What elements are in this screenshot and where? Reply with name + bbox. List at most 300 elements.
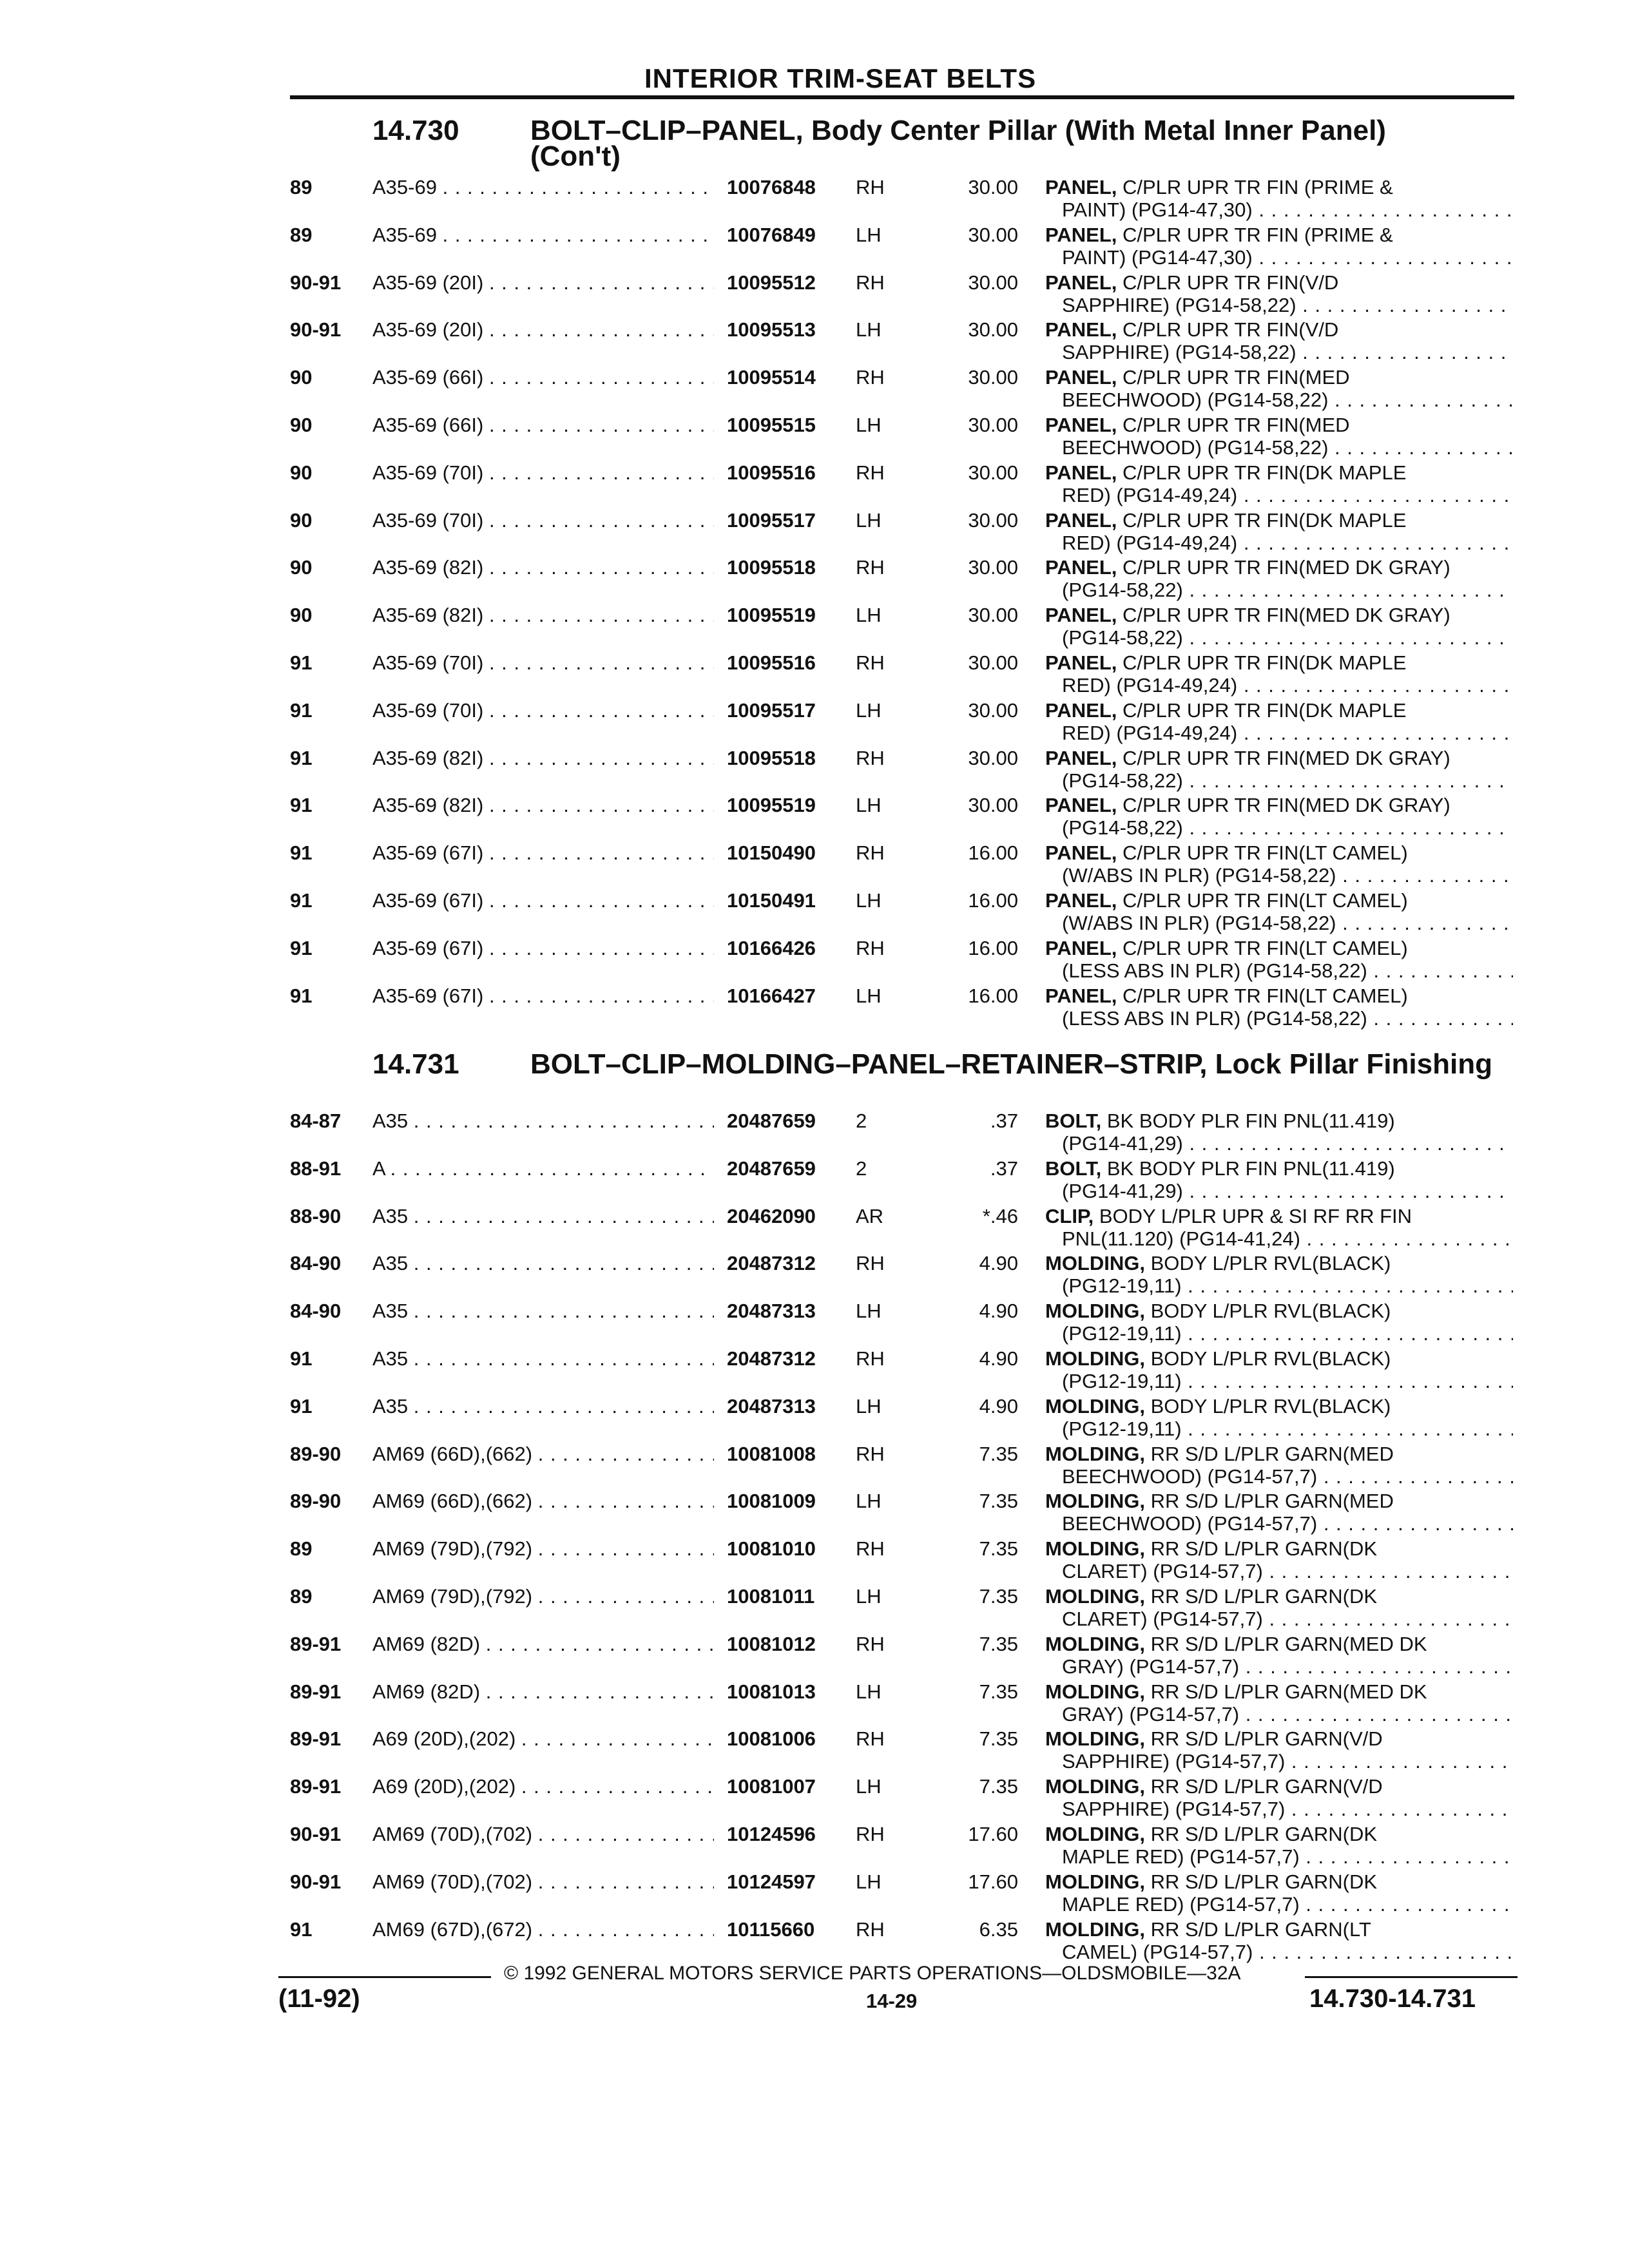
description-continued: CAMEL) (PG14-57,7) . . . [1062,1941,1513,1964]
description-continued: SAPPHIRE) (PG14-57,7) . . . [1062,1750,1513,1773]
price: 30.00 [968,698,1018,722]
table-row [0,889,1629,937]
model-year: 84-90 [290,1300,342,1323]
part-number: 10081007 [727,1775,816,1798]
model-year: 89-91 [290,1775,342,1798]
quantity: RH [856,841,885,865]
description-continued: PAINT) (PG14-47,30) . . . [1062,198,1513,222]
model-code: A35-69 (82I) . . . [372,556,714,579]
table-row [0,699,1629,747]
description: PANEL, C/PLR UPR TR FIN(MED [1045,366,1350,389]
quantity: LH [856,1775,882,1798]
quantity: RH [856,271,885,294]
part-number: 10095513 [727,318,816,341]
model-year: 91 [290,936,313,959]
table-row [0,461,1629,509]
description-continued: BEECHWOOD) (PG14-57,7) . . . [1062,1512,1513,1535]
quantity: LH [856,223,882,246]
description-continued: MAPLE RED) (PG14-57,7) . . . [1062,1845,1513,1869]
price: 7.35 [979,1490,1018,1513]
model-year: 90 [290,414,313,436]
table-row [0,1252,1629,1300]
model-code: AM69 (82D) . . . [372,1633,714,1656]
model-year: 91 [290,1347,313,1370]
description-continued: (PG14-41,29) . . . [1062,1180,1513,1203]
price: 7.35 [979,1680,1018,1703]
description: PANEL, C/PLR UPR TR FIN(V/D [1045,318,1339,341]
part-number: 10081008 [727,1442,816,1465]
price: 7.35 [979,1727,1018,1751]
model-code: A35 . . . [372,1395,714,1418]
price: 17.60 [968,1823,1018,1845]
price: 30.00 [968,318,1018,341]
section-subtitle: (Con't) [530,140,621,172]
quantity: RH [856,1442,885,1465]
description-continued: (PG14-58,22) . . . [1062,816,1513,840]
part-number: 10095515 [727,414,816,436]
table-row [0,318,1629,366]
part-number: 10095516 [727,651,816,674]
footer-section-range: 14.730-14.731 [1309,1984,1476,2013]
section-title: BOLT–CLIP–MOLDING–PANEL–RETAINER–STRIP, Lock Pillar Finishing [530,1048,1492,1080]
price: 7.35 [979,1775,1018,1798]
model-code: A35-69 (20I) . . . [372,271,714,294]
quantity: LH [856,1585,882,1608]
part-number: 10076849 [727,223,816,246]
model-year: 91 [290,698,313,722]
description: MOLDING, RR S/D L/PLR GARN(MED [1045,1490,1394,1513]
part-number: 10115660 [727,1917,815,1941]
price: 30.00 [968,746,1018,769]
model-year: 89 [290,223,313,246]
model-code: AM69 (66D),(662) . . . [372,1490,714,1513]
description: PANEL, C/PLR UPR TR FIN(LT CAMEL) [1045,841,1408,865]
model-code: AM69 (70D),(702) . . . [372,1823,714,1846]
model-code: A35-69 (67I) . . . [372,937,714,960]
description: MOLDING, RR S/D L/PLR GARN(MED DK [1045,1680,1427,1703]
price: 7.35 [979,1585,1018,1608]
description: PANEL, C/PLR UPR TR FIN(LT CAMEL) [1045,984,1408,1007]
part-number: 10095518 [727,746,816,769]
model-year: 91 [290,1917,313,1941]
description: MOLDING, RR S/D L/PLR GARN(DK [1045,1537,1378,1561]
description: MOLDING, RR S/D L/PLR GARN(LT [1045,1917,1371,1941]
description-continued: (PG14-58,22) . . . [1062,626,1513,649]
model-year: 89 [290,1585,313,1608]
model-year: 91 [290,746,313,769]
description: CLIP, BODY L/PLR UPR & SI RF RR FIN [1045,1204,1412,1227]
description-continued: (PG14-58,22) . . . [1062,769,1513,793]
model-year: 89-91 [290,1632,342,1655]
model-year: 88-90 [290,1204,342,1227]
description-continued: (W/ABS IN PLR) (PG14-58,22) . . . [1062,864,1513,887]
description-continued: RED) (PG14-49,24) . . . [1062,484,1513,507]
description-continued: GRAY) (PG14-57,7) . . . [1062,1655,1513,1678]
model-code: AM69 (67D),(672) . . . [372,1918,714,1941]
model-code: A35-69 (67I) . . . [372,889,714,912]
table-row [0,651,1629,699]
price: *.46 [982,1204,1018,1227]
table-row [0,556,1629,604]
price: 4.90 [979,1394,1018,1418]
model-code: A35-69 (70I) . . . [372,651,714,675]
model-code: A35-69 (20I) . . . [372,318,714,341]
model-year: 84-90 [290,1252,342,1275]
part-number: 10095517 [727,508,816,532]
table-row [0,985,1629,1032]
part-number: 10124596 [727,1823,816,1845]
table-row [0,1775,1629,1823]
model-code: A35-69 (66I) . . . [372,366,714,389]
model-year: 90 [290,366,313,389]
footer-rule-right [1305,1976,1518,1978]
description-continued: (PG12-19,11) . . . [1062,1418,1513,1441]
model-code: A35 . . . [372,1252,714,1275]
table-row [0,1727,1629,1775]
table-row [0,747,1629,794]
part-number: 10095519 [727,794,816,817]
model-year: 89-91 [290,1727,342,1751]
description: MOLDING, RR S/D L/PLR GARN(DK [1045,1585,1378,1608]
model-year: 90-91 [290,271,342,294]
part-number: 10095517 [727,698,816,722]
page-header-title: INTERIOR TRIM-SEAT BELTS [644,63,1037,93]
table-row [0,1537,1629,1585]
table-row [0,414,1629,461]
quantity: RH [856,651,885,674]
quantity: RH [856,1632,885,1655]
model-code: A35-69 . . . [372,176,714,199]
part-number: 10150490 [727,841,816,865]
quantity: AR [856,1204,884,1227]
model-code: A35-69 (70I) . . . [372,509,714,532]
part-number: 10095519 [727,604,816,627]
table-row [0,1300,1629,1347]
model-code: A69 (20D),(202) . . . [372,1727,714,1751]
model-code: A35-69 . . . [372,224,714,247]
description: PANEL, C/PLR UPR TR FIN(DK MAPLE [1045,698,1407,722]
quantity: RH [856,1252,885,1275]
model-code: A35 . . . [372,1205,714,1228]
model-year: 91 [290,841,313,865]
section-title: BOLT–CLIP–PANEL, Body Center Pillar (With Metal Inner Panel) [530,115,1386,146]
description: PANEL, C/PLR UPR TR FIN(DK MAPLE [1045,461,1407,484]
description-continued: SAPPHIRE) (PG14-58,22) . . . [1062,341,1513,364]
description-continued: (PG14-41,29) . . . [1062,1132,1513,1155]
price: 30.00 [968,604,1018,627]
price: 7.35 [979,1537,1018,1561]
quantity: LH [856,508,882,532]
table-row [0,1347,1629,1395]
description-continued: GRAY) (PG14-57,7) . . . [1062,1703,1513,1726]
footer-page-number: 14-29 [866,1990,918,2012]
price: 17.60 [968,1870,1018,1893]
quantity: RH [856,1823,885,1845]
part-number: 20487313 [727,1394,816,1418]
quantity: LH [856,1300,882,1323]
table-row [0,176,1629,224]
quantity: 2 [856,1110,867,1132]
price: 16.00 [968,841,1018,865]
model-year: 90 [290,556,313,579]
table-row [0,794,1629,841]
footer-rule-left [278,1976,491,1978]
table-row [0,1823,1629,1870]
model-code: AM69 (79D),(792) . . . [372,1537,714,1561]
footer-copyright: © 1992 GENERAL MOTORS SERVICE PARTS OPERATIONS—OLDSMOBILE—32A [504,1963,1241,1984]
table-row [0,1205,1629,1253]
part-number: 10081006 [727,1727,816,1751]
price: 6.35 [979,1917,1018,1941]
description-continued: BEECHWOOD) (PG14-57,7) . . . [1062,1465,1513,1488]
model-code: A35-69 (82I) . . . [372,604,714,627]
model-code: A35-69 (67I) . . . [372,841,714,865]
quantity: RH [856,366,885,389]
part-number: 20487312 [727,1252,816,1275]
model-code: A35-69 (70I) . . . [372,699,714,722]
model-code: A35 . . . [372,1347,714,1370]
description: MOLDING, BODY L/PLR RVL(BLACK) [1045,1300,1391,1323]
model-year: 91 [290,651,313,674]
price: 30.00 [968,651,1018,674]
description: PANEL, C/PLR UPR TR FIN(MED [1045,414,1350,436]
model-year: 89 [290,1537,313,1561]
model-year: 90-91 [290,1823,342,1845]
description-continued: (PG12-19,11) . . . [1062,1370,1513,1393]
table-row [0,841,1629,889]
quantity: RH [856,746,885,769]
description-continued: SAPPHIRE) (PG14-58,22) . . . [1062,294,1513,317]
price: 16.00 [968,936,1018,959]
part-number: 10150491 [727,889,816,912]
model-year: 89-90 [290,1442,342,1465]
price: 4.90 [979,1300,1018,1323]
description: PANEL, C/PLR UPR TR FIN(V/D [1045,271,1339,294]
description: MOLDING, RR S/D L/PLR GARN(V/D [1045,1727,1383,1751]
price: 30.00 [968,556,1018,579]
quantity: LH [856,889,882,912]
description-continued: BEECHWOOD) (PG14-58,22) . . . [1062,389,1513,412]
model-year: 90 [290,461,313,484]
price: .37 [990,1110,1018,1132]
model-code: AM69 (82D) . . . [372,1680,714,1704]
part-number: 10081010 [727,1537,816,1561]
price: 16.00 [968,984,1018,1007]
table-row [0,1585,1629,1633]
model-year: 89-90 [290,1490,342,1513]
table-row [0,1443,1629,1490]
model-year: 91 [290,1394,313,1418]
description: MOLDING, BODY L/PLR RVL(BLACK) [1045,1347,1391,1370]
model-code: A35-69 (70I) . . . [372,461,714,485]
model-code: AM69 (79D),(792) . . . [372,1585,714,1608]
description: BOLT, BK BODY PLR FIN PNL(11.419) [1045,1157,1395,1180]
footer-date: (11-92) [278,1984,360,2013]
quantity: RH [856,936,885,959]
header-rule [290,95,1514,99]
quantity: LH [856,794,882,817]
description: PANEL, C/PLR UPR TR FIN(LT CAMEL) [1045,889,1408,912]
quantity: RH [856,1917,885,1941]
part-number: 20487659 [727,1110,816,1132]
description: MOLDING, RR S/D L/PLR GARN(DK [1045,1870,1378,1893]
table-row [0,1680,1629,1728]
price: 30.00 [968,508,1018,532]
part-number: 20487659 [727,1157,816,1180]
part-number: 20487312 [727,1347,816,1370]
price: 30.00 [968,794,1018,817]
description-continued: MAPLE RED) (PG14-57,7) . . . [1062,1893,1513,1916]
price: 7.35 [979,1632,1018,1655]
part-number: 10166427 [727,984,816,1007]
description: PANEL, C/PLR UPR TR FIN(MED DK GRAY) [1045,604,1451,627]
part-number: 10095512 [727,271,816,294]
table-row [0,366,1629,414]
model-code: AM69 (70D),(702) . . . [372,1870,714,1894]
quantity: RH [856,461,885,484]
description-continued: BEECHWOOD) (PG14-58,22) . . . [1062,436,1513,459]
model-code: AM69 (66D),(662) . . . [372,1443,714,1466]
model-code: A35-69 (66I) . . . [372,414,714,437]
description-continued: SAPPHIRE) (PG14-57,7) . . . [1062,1798,1513,1821]
price: 30.00 [968,461,1018,484]
table-row [0,271,1629,319]
description: PANEL, C/PLR UPR TR FIN(MED DK GRAY) [1045,794,1451,817]
description-continued: RED) (PG14-49,24) . . . [1062,532,1513,555]
price: 30.00 [968,176,1018,198]
price: 4.90 [979,1347,1018,1370]
price: 4.90 [979,1252,1018,1275]
table-row [0,1157,1629,1205]
quantity: LH [856,604,882,627]
section-number: 14.731 [372,1048,459,1080]
quantity: RH [856,1347,885,1370]
description: PANEL, C/PLR UPR TR FIN(MED DK GRAY) [1045,556,1451,579]
part-number: 10081011 [727,1585,815,1608]
table-row [0,937,1629,985]
table-row [0,1870,1629,1918]
model-year: 89-91 [290,1680,342,1703]
description: PANEL, C/PLR UPR TR FIN (PRIME & [1045,176,1393,198]
description: MOLDING, RR S/D L/PLR GARN(DK [1045,1823,1378,1845]
description-continued: (LESS ABS IN PLR) (PG14-58,22) . . . [1062,1007,1513,1030]
description-continued: (LESS ABS IN PLR) (PG14-58,22) . . . [1062,959,1513,983]
description-continued: CLARET) (PG14-57,7) . . . [1062,1608,1513,1631]
quantity: RH [856,556,885,579]
part-number: 10095516 [727,461,816,484]
table-row [0,1633,1629,1680]
description: MOLDING, RR S/D L/PLR GARN(MED [1045,1442,1394,1465]
model-year: 90-91 [290,1870,342,1893]
model-year: 91 [290,794,313,817]
part-number: 10095518 [727,556,816,579]
price: 30.00 [968,271,1018,294]
description-continued: PNL(11.120) (PG14-41,24) . . . [1062,1227,1513,1251]
description: PANEL, C/PLR UPR TR FIN(DK MAPLE [1045,508,1407,532]
quantity: 2 [856,1157,867,1180]
quantity: LH [856,318,882,341]
model-year: 88-91 [290,1157,342,1180]
model-code: A35 . . . [372,1300,714,1323]
table-row [0,1918,1629,1966]
table-row [0,224,1629,271]
price: .37 [990,1157,1018,1180]
quantity: LH [856,1680,882,1703]
description: MOLDING, RR S/D L/PLR GARN(MED DK [1045,1632,1427,1655]
model-year: 90 [290,604,313,627]
description: PANEL, C/PLR UPR TR FIN (PRIME & [1045,223,1393,246]
part-number: 10081009 [727,1490,816,1513]
model-year: 91 [290,889,313,912]
quantity: LH [856,984,882,1007]
quantity: RH [856,1537,885,1561]
model-code: A69 (20D),(202) . . . [372,1775,714,1798]
quantity: RH [856,176,885,198]
price: 7.35 [979,1442,1018,1465]
quantity: LH [856,1870,882,1893]
table-row [0,509,1629,557]
description: PANEL, C/PLR UPR TR FIN(LT CAMEL) [1045,936,1408,959]
table-row [0,1490,1629,1537]
table-row [0,1395,1629,1443]
part-number: 20487313 [727,1300,816,1323]
quantity: RH [856,1727,885,1751]
part-number: 10166426 [727,936,816,959]
description: PANEL, C/PLR UPR TR FIN(DK MAPLE [1045,651,1407,674]
model-code: A35 . . . [372,1110,714,1133]
description-continued: (PG12-19,11) . . . [1062,1274,1513,1298]
part-number: 10124597 [727,1870,816,1893]
description: PANEL, C/PLR UPR TR FIN(MED DK GRAY) [1045,746,1451,769]
model-year: 89 [290,176,313,198]
price: 30.00 [968,223,1018,246]
description-continued: PAINT) (PG14-47,30) . . . [1062,246,1513,269]
price: 30.00 [968,414,1018,436]
description: BOLT, BK BODY PLR FIN PNL(11.419) [1045,1110,1395,1132]
model-year: 90 [290,508,313,532]
description-continued: RED) (PG14-49,24) . . . [1062,674,1513,697]
description: MOLDING, BODY L/PLR RVL(BLACK) [1045,1252,1391,1275]
part-number: 10076848 [727,176,816,198]
price: 30.00 [968,366,1018,389]
description: MOLDING, BODY L/PLR RVL(BLACK) [1045,1394,1391,1418]
model-code: A . . . [372,1157,714,1180]
description-continued: RED) (PG14-49,24) . . . [1062,722,1513,745]
table-row [0,1110,1629,1157]
description-continued: CLARET) (PG14-57,7) . . . [1062,1560,1513,1583]
quantity: LH [856,698,882,722]
section-number: 14.730 [372,115,459,146]
model-code: A35-69 (82I) . . . [372,794,714,817]
part-number: 20462090 [727,1204,816,1227]
quantity: LH [856,1490,882,1513]
description: MOLDING, RR S/D L/PLR GARN(V/D [1045,1775,1383,1798]
quantity: LH [856,1394,882,1418]
description-continued: (PG12-19,11) . . . [1062,1322,1513,1345]
model-code: A35-69 (82I) . . . [372,747,714,770]
part-number: 10095514 [727,366,816,389]
part-number: 10081013 [727,1680,816,1703]
model-year: 84-87 [290,1110,342,1132]
quantity: LH [856,414,882,436]
model-year: 91 [290,984,313,1007]
part-number: 10081012 [727,1632,816,1655]
description-continued: (PG14-58,22) . . . [1062,579,1513,602]
description-continued: (W/ABS IN PLR) (PG14-58,22) . . . [1062,912,1513,935]
model-code: A35-69 (67I) . . . [372,985,714,1008]
price: 16.00 [968,889,1018,912]
table-row [0,604,1629,651]
